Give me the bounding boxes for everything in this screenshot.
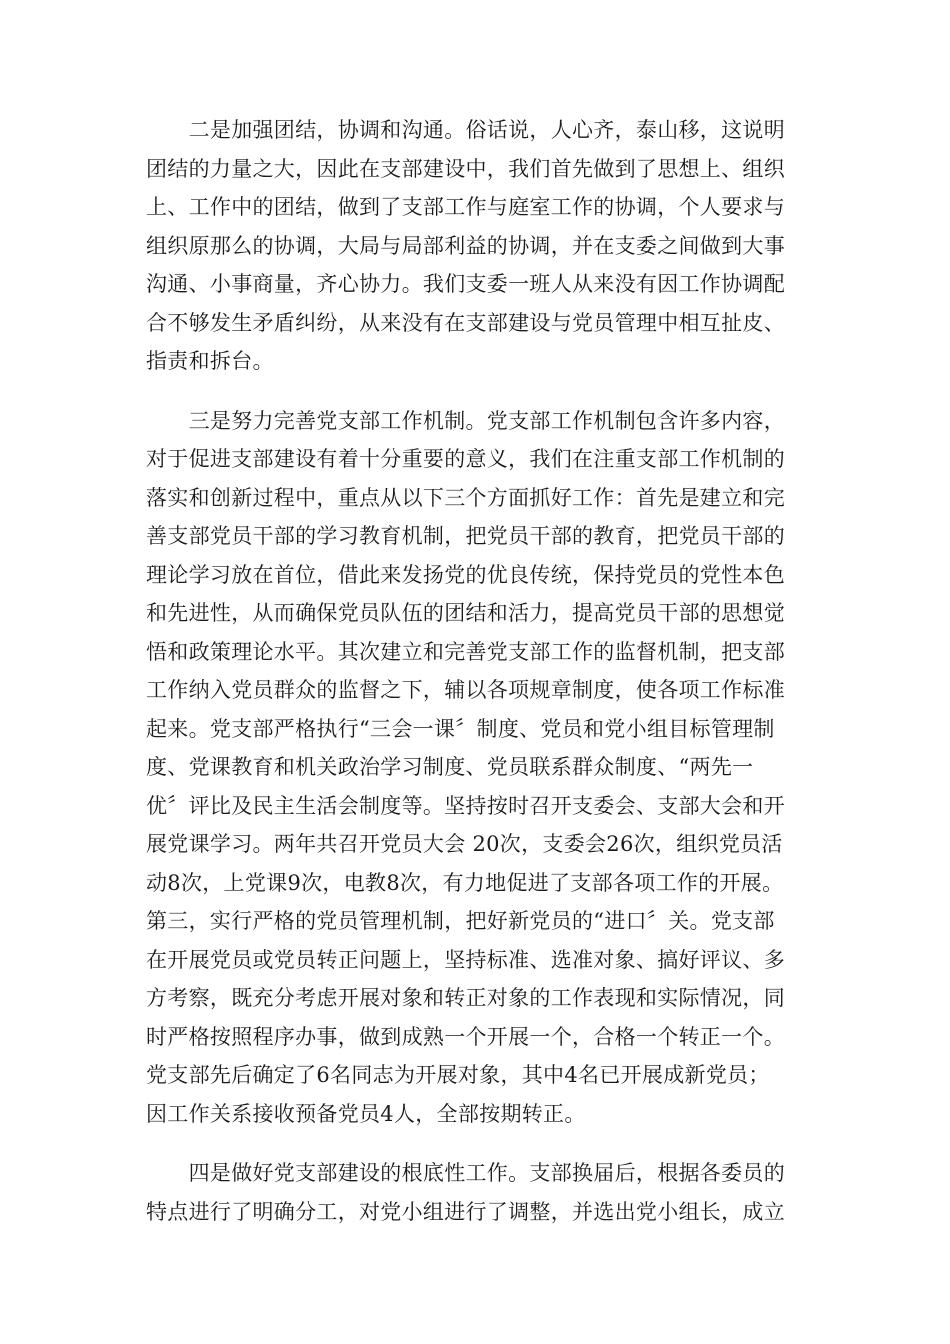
paragraph-line: 团结的力量之大，因此在支部建设中，我们首先做到了思想上、组织 [146, 156, 785, 181]
paragraph-spacer [146, 1133, 806, 1154]
paragraph-foundation-work [146, 1154, 806, 1231]
paragraph-line: 悟和政策理论水平。其次建立和完善党支部工作的监督机制，把支部 [146, 639, 785, 664]
paragraph-line: 方考察，既充分考虑开展对象和转正对象的工作表现和实际情况，同 [146, 986, 785, 1010]
paragraph-spacer [146, 381, 806, 402]
paragraph-line: 二是加强团结，协调和沟通。俗话说，人心齐，泰山移，这说明 [146, 118, 785, 142]
paragraph-line: 在开展党员或党员转正问题上，坚持标准、选准对象、搞好评议、多 [146, 947, 785, 972]
paragraph-line: 时严格按照程序办事，做到成熟一个开展一个，合格一个转正一个。 [146, 1024, 785, 1049]
paragraph-line: 落实和创新过程中，重点从以下三个方面抓好工作：首先是建立和完 [146, 485, 785, 510]
document-body [146, 111, 806, 1231]
paragraph-line: 组织原那么的协调，大局与局部利益的协调，并在支委之间做到大事 [146, 233, 785, 258]
paragraph-line: 对于促进支部建设有着十分重要的意义，我们在注重支部工作机制的 [146, 447, 785, 471]
paragraph-line: 度、党课教育和机关政治学习制度、党员联系群众制度、“两先一 [146, 755, 754, 779]
paragraph-line: 党支部先后确定了6名同志为开展对象，其中4名已开展成新党员； [146, 1063, 770, 1087]
paragraph-line: 和先进性，从而确保党员队伍的团结和活力，提高党员干部的思想觉 [146, 601, 785, 625]
paragraph-line: 上、工作中的团结，做到了支部工作与庭室工作的协调，个人要求与 [146, 195, 785, 219]
paragraph-line: 因工作关系接收预备党员4人，全部按期转正。 [146, 1101, 586, 1126]
paragraph-unity-communication [146, 111, 806, 381]
paragraph-line: 动8次，上党课9次，电教8次，有力地促进了支部各项工作的开展。 [146, 870, 784, 895]
paragraph-line: 第三，实行严格的党员管理机制，把好新党员的“进口〞关。党支部 [146, 909, 775, 933]
paragraph-line: 四是做好党支部建设的根底性工作。支部换届后，根据各委员的 [146, 1161, 785, 1185]
paragraph-line: 优〞评比及民主生活会制度等。坚持按时召开支委会、支部大会和开 [146, 793, 785, 818]
paragraph-line: 理论学习放在首位，借此来发扬党的优良传统，保持党员的党性本色 [146, 562, 785, 587]
paragraph-line: 起来。党支部严格执行“三会一课〞制度、党员和党小组目标管理制 [146, 716, 775, 741]
paragraph-line: 指责和拆台。 [146, 349, 274, 373]
paragraph-line: 工作纳入党员群众的监督之下，辅以各项规章制度，使各项工作标准 [146, 678, 785, 702]
paragraph-line: 特点进行了明确分工，对党小组进行了调整，并选出党小组长，成立 [146, 1199, 785, 1224]
paragraph-line: 展党课学习。两年共召开党员大会 20次，支委会26次，组织党员活 [146, 832, 783, 856]
paragraph-line: 三是努力完善党支部工作机制。党支部工作机制包含许多内容， [146, 408, 785, 433]
paragraph-work-mechanism [146, 402, 806, 1134]
paragraph-line: 善支部党员干部的学习教育机制，把党员干部的教育，把党员干部的 [146, 524, 785, 548]
paragraph-line: 合不够发生矛盾纠纷，从来没有在支部建设与党员管理中相互扯皮、 [146, 310, 785, 335]
paragraph-line: 沟通、小事商量，齐心协力。我们支委一班人从来没有因工作协调配 [146, 272, 785, 296]
